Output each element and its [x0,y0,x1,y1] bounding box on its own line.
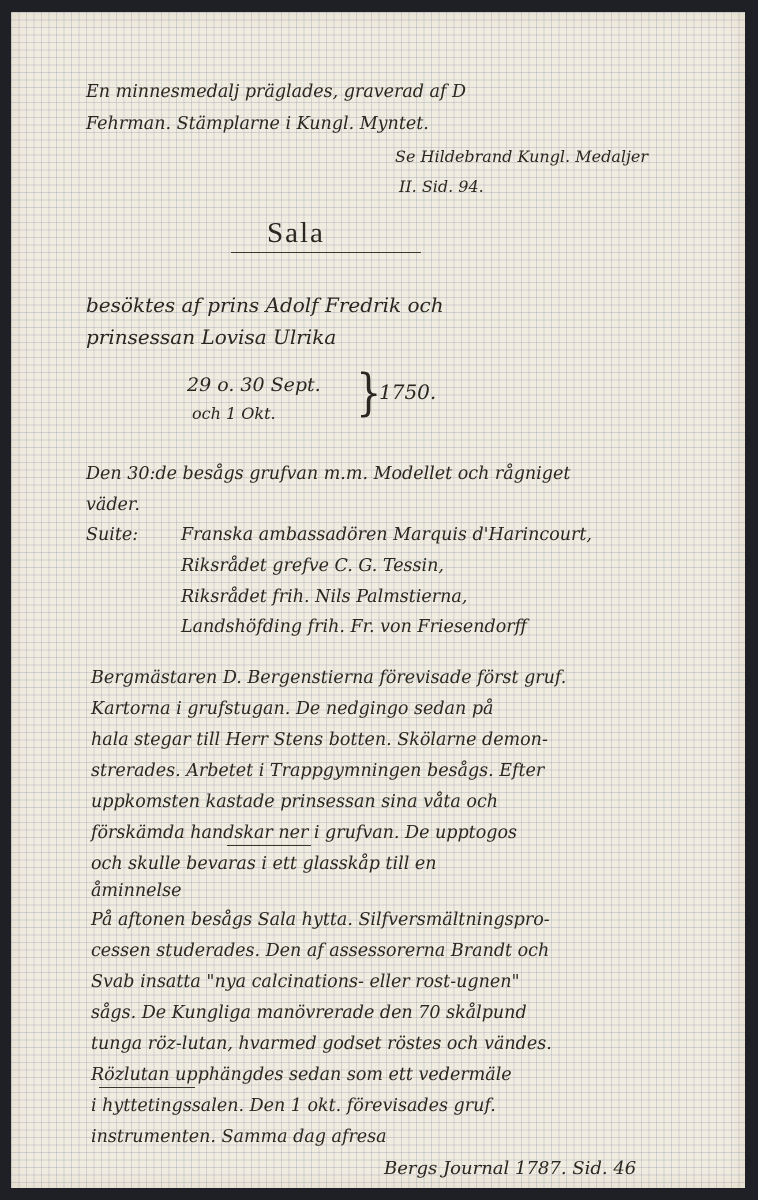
paragraph-2-line-1: Bergmästaren D. Bergenstierna förevisade först gruf. [91,668,567,688]
handskar-underline [227,845,311,846]
paragraph-1-line-1: Den 30:de besågs grufvan m.m. Modellet och rågniget [86,464,571,484]
suite-member-3: Riksrådet frih. Nils Palmstierna, [181,587,468,607]
visit-line-1: besöktes af prins Adolf Fredrik och [86,293,444,317]
paragraph-3-line-7: i hyttetingssalen. Den 1 okt. förevisades gruf. [91,1096,496,1116]
paragraph-3-line-5: tunga röz-lutan, hvarmed godset röstes och vändes. [91,1034,552,1054]
paragraph-3-line-4: sågs. De Kungliga manövrerade den 70 skålpund [91,1003,527,1023]
paragraph-3-line-1: På aftonen besågs Sala hytta. Silfversmältningspro- [91,910,550,930]
paragraph-3-line-3: Svab insatta "nya calcinations- eller rost-ugnen" [91,972,520,992]
dates-year: 1750. [379,380,437,404]
paragraph-2-line-2: Kartorna i grufstugan. De nedgingo sedan på [91,699,494,719]
suite-label: Suite: [86,525,139,545]
suite-member-4: Landshöfding frih. Fr. von Friesendorff [181,617,528,637]
paragraph-3-line-6: Rözlutan upphängdes sedan som ett vedermäle [91,1065,512,1085]
dates-line-1: 29 o. 30 Sept. [187,374,321,396]
paragraph-3-line-8: instrumenten. Samma dag afresa [91,1127,387,1147]
reference-line-2: II. Sid. 94. [399,177,484,196]
paragraph-2-line-4: strerades. Arbetet i Trappgymningen besågs. Efter [91,761,545,781]
source-citation: Bergs Journal 1787. Sid. 46 [384,1158,637,1179]
intro-line-2: Fehrman. Stämplarne i Kungl. Myntet. [86,114,429,134]
date-brace: } [356,364,382,422]
visit-line-2: prinsessan Lovisa Ulrika [86,325,337,349]
paragraph-3-line-2: cessen studerades. Den af assessorerna Brandt och [91,941,550,961]
paragraph-2-line-8: åminnelse [91,881,182,901]
paragraph-2-line-3: hala stegar till Herr Stens botten. Skölarne demon- [91,730,548,750]
title-underline [231,252,421,253]
reference-line-1: Se Hildebrand Kungl. Medaljer [395,147,649,166]
dates-line-2: och 1 Okt. [192,404,276,423]
paragraph-2-line-6: förskämda handskar ner i grufvan. De upptogos [91,823,517,843]
intro-line-1: En minnesmedalj präglades, graverad af D [86,82,467,102]
rozlutan-underline [99,1087,195,1088]
suite-member-2: Riksrådet grefve C. G. Tessin, [181,556,444,576]
document-title: Sala [267,217,325,249]
paragraph-1-line-2: väder. [86,495,140,515]
archival-document-page [11,12,745,1188]
paragraph-2-line-5: uppkomsten kastade prinsessan sina våta och [91,792,499,812]
suite-member-1: Franska ambassadören Marquis d'Harincourt, [181,525,592,545]
paragraph-2-line-7: och skulle bevaras i ett glasskåp till en [91,854,437,874]
